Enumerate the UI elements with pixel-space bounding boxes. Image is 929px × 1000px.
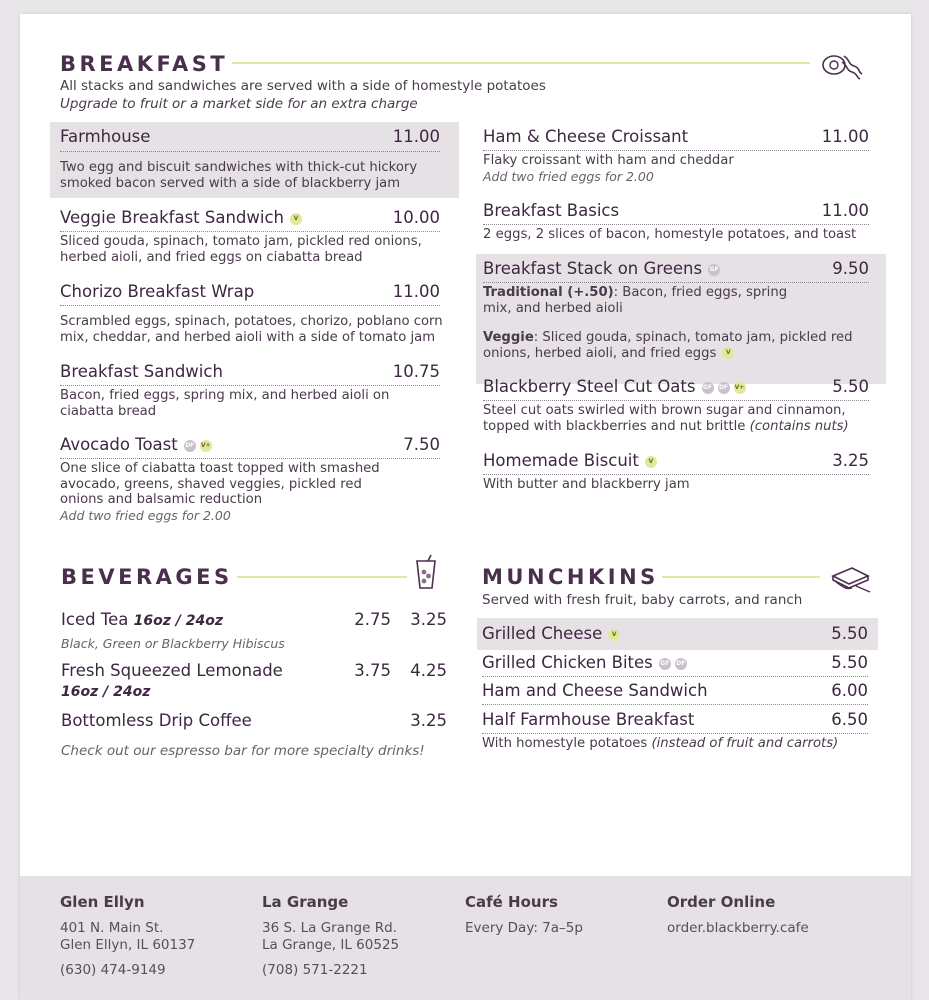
beverage-price-large: 4.25 (410, 661, 447, 680)
item-name: Ham & Cheese Croissant (483, 127, 689, 146)
vegetarian-badge-icon: V (608, 629, 620, 641)
menu-sheet (20, 14, 911, 1000)
item-dotted-rule (482, 704, 868, 705)
item-price: 5.50 (832, 377, 869, 396)
item-name: Breakfast Stack on Greens (483, 259, 703, 278)
item-description-note: (contains nuts) (749, 418, 849, 434)
breakfast-title: BREAKFAST (60, 52, 229, 76)
vegan-badge-icon: V+ (200, 440, 212, 452)
dairy-free-badge-icon: DF (184, 440, 196, 452)
item-name: Half Farmhouse Breakfast (482, 710, 695, 729)
footer-band (20, 876, 911, 1000)
veggie-label: Veggie (483, 330, 534, 345)
traditional-option (483, 285, 813, 316)
item-name-with-badge (482, 624, 620, 643)
order-online-url: order.blackberry.cafe (667, 920, 809, 936)
item-dotted-rule (483, 150, 869, 151)
breakfast-intro: All stacks and sandwiches are served with a side of homestyle potatoes (60, 78, 546, 94)
la-grange-phone: (708) 571-2221 (262, 962, 368, 978)
item-description: Bacon, fried eggs, spring mix, and herbed aioli on ciabatta bread (60, 388, 390, 419)
item-price: 6.50 (831, 710, 868, 729)
item-dotted-rule (60, 305, 440, 306)
item-name: Breakfast Sandwich (60, 362, 223, 381)
item-dotted-rule (483, 282, 869, 283)
vegetarian-badge-icon: V (722, 347, 734, 359)
gluten-free-badge-icon: GF (708, 264, 720, 276)
gluten-free-badge-icon: GF (659, 658, 671, 670)
item-dotted-rule (482, 676, 868, 677)
item-description: Sliced gouda, spinach, tomato jam, pickled red onions, herbed aioli, and fried eggs on ciabatta bread (60, 234, 422, 265)
item-dotted-rule (483, 224, 869, 225)
espresso-bar-note: Check out our espresso bar for more specialty drinks! (61, 743, 425, 759)
item-note: Add two fried eggs for 2.00 (483, 169, 654, 184)
glen-ellyn-phone: (630) 474-9149 (60, 962, 166, 978)
cafe-hours-heading: Café Hours (465, 893, 558, 911)
item-name: Avocado Toast (60, 435, 178, 454)
cafe-hours-text: Every Day: 7a–5p (465, 920, 583, 936)
item-price: 5.50 (831, 624, 868, 643)
beverage-sizes: 16oz / 24oz (133, 613, 223, 629)
beverage-price-large: 3.25 (410, 610, 447, 629)
item-price: 6.00 (831, 681, 868, 700)
beverage-name: Iced Tea (61, 610, 129, 629)
glen-ellyn-address-line1: 401 N. Main St. (60, 920, 164, 936)
item-price: 11.00 (392, 282, 440, 301)
item-description-text: With homestyle potatoes (482, 736, 648, 751)
beverage-price-small: 3.75 (354, 661, 391, 680)
item-dotted-rule (483, 400, 869, 401)
item-dotted-rule (60, 151, 440, 152)
item-note: Add two fried eggs for 2.00 (60, 508, 231, 523)
sandwich-icon (830, 564, 872, 594)
item-description-note: (instead of fruit and carrots) (651, 736, 839, 751)
item-price: 3.25 (832, 451, 869, 470)
item-name: Veggie Breakfast Sandwich (60, 208, 284, 227)
vegetarian-badge-icon: V (645, 456, 657, 468)
veggie-option (483, 330, 863, 361)
item-name: Ham and Cheese Sandwich (482, 681, 708, 700)
item-description (482, 736, 872, 752)
item-name: Grilled Cheese (482, 624, 603, 643)
beverage-name-with-sizes (61, 610, 223, 629)
glen-ellyn-address-line2: Glen Ellyn, IL 60137 (60, 937, 196, 953)
item-price: 11.00 (821, 201, 869, 220)
item-dotted-rule (482, 733, 868, 734)
beverage-sizes: 16oz / 24oz (61, 684, 151, 700)
item-description-text: Steel cut oats swirled with brown sugar and cinnamon, topped with blackberries and nut brittle (483, 403, 846, 434)
munchkins-intro: Served with fresh fruit, baby carrots, and ranch (482, 592, 803, 608)
glen-ellyn-heading: Glen Ellyn (60, 893, 145, 911)
item-name: Breakfast Basics (483, 201, 620, 220)
iced-drink-cup-icon (414, 554, 438, 590)
item-name: Grilled Chicken Bites (482, 653, 653, 672)
item-description: One slice of ciabatta toast topped with smashed avocado, greens, shaved veggies, pickled red onions and balsamic reduction (60, 461, 380, 507)
la-grange-address-line2: La Grange, IL 60525 (262, 937, 400, 953)
beverage-name: Bottomless Drip Coffee (61, 711, 252, 730)
breakfast-upgrade-note: Upgrade to fruit or a market side for an extra charge (60, 96, 418, 112)
vegetarian-badge-icon: V (290, 213, 302, 225)
fried-egg-bacon-icon (820, 50, 864, 80)
item-description: With butter and blackberry jam (483, 477, 690, 492)
item-name: Chorizo Breakfast Wrap (60, 282, 255, 301)
munchkins-title: MUNCHKINS (482, 565, 659, 589)
item-description: Scrambled eggs, spinach, potatoes, chorizo, poblano corn mix, cheddar, and herbed aioli with a side of tomato jam (60, 314, 443, 345)
dairy-free-badge-icon: DF (675, 658, 687, 670)
item-price: 10.00 (392, 208, 440, 227)
item-name-with-badge (483, 259, 720, 278)
item-description: Two egg and biscuit sandwiches with thick-cut hickory smoked bacon served with a side of blackberry jam (60, 160, 418, 191)
item-name-with-badge (483, 451, 657, 470)
item-dotted-rule (60, 458, 440, 459)
munchkins-title-rule (662, 576, 820, 578)
item-price: 11.00 (821, 127, 869, 146)
item-name: Blackberry Steel Cut Oats (483, 377, 696, 396)
item-dotted-rule (483, 474, 869, 475)
traditional-label: Traditional (+.50) (483, 285, 614, 300)
item-price: 7.50 (403, 435, 440, 454)
breakfast-title-rule (232, 62, 810, 64)
la-grange-address-line1: 36 S. La Grange Rd. (262, 920, 397, 936)
beverage-price-small: 2.75 (354, 610, 391, 629)
beverages-title-rule (237, 576, 407, 578)
item-name-with-badges (483, 377, 746, 396)
item-name: Farmhouse (60, 127, 151, 146)
item-price: 5.50 (831, 653, 868, 672)
item-name-with-badges (60, 435, 212, 454)
gluten-free-badge-icon: GF (702, 382, 714, 394)
beverage-name: Fresh Squeezed Lemonade (61, 661, 283, 680)
item-name-with-badges (482, 653, 687, 672)
item-dotted-rule (60, 231, 440, 232)
item-dotted-rule (60, 385, 440, 386)
item-description (483, 403, 869, 434)
item-price: 9.50 (832, 259, 869, 278)
order-online-heading: Order Online (667, 893, 776, 911)
item-price: 10.75 (392, 362, 440, 381)
item-description: 2 eggs, 2 slices of bacon, homestyle potatoes, and toast (483, 227, 857, 242)
beverages-title: BEVERAGES (61, 565, 233, 589)
vegan-badge-icon: V+ (734, 382, 746, 394)
dairy-free-badge-icon: DF (718, 382, 730, 394)
beverage-price: 3.25 (410, 711, 447, 730)
item-name-with-badge (60, 208, 302, 227)
traditional-description: : Bacon, fried eggs, spring mix, and herbed aioli (483, 285, 788, 316)
la-grange-heading: La Grange (262, 893, 349, 911)
item-name: Homemade Biscuit (483, 451, 639, 470)
veggie-description: : Sliced gouda, spinach, tomato jam, pickled red onions, herbed aioli, and fried eggs (483, 330, 853, 361)
beverage-description: Black, Green or Blackberry Hibiscus (61, 636, 285, 651)
item-description: Flaky croissant with ham and cheddar (483, 153, 734, 168)
item-price: 11.00 (392, 127, 440, 146)
